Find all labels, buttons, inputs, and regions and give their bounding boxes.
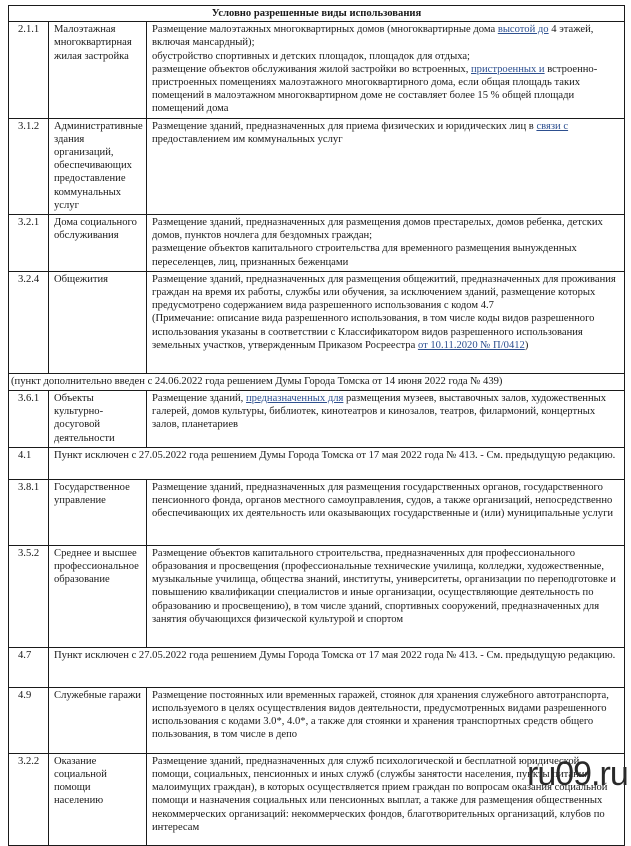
watermark: ru09.ru xyxy=(527,755,628,793)
row-description: Размещение зданий, предназначенных для размещения музеев, выставочных залов, художественных галерей, домов культуры, библиотек, кинотеатров и кинозалов, театров, филармоний, концертных залов, планетариев xyxy=(147,391,625,448)
zoning-table xyxy=(8,5,625,846)
doc-link[interactable]: высотой до xyxy=(497,24,549,36)
table-row xyxy=(9,271,625,373)
doc-link[interactable]: предназначенных для xyxy=(245,393,344,405)
table-row xyxy=(9,479,625,545)
row-code: 3.2.2 xyxy=(9,753,49,845)
table-row xyxy=(9,22,625,118)
doc-link[interactable]: связи с xyxy=(536,120,569,132)
table-row-excluded xyxy=(9,647,625,687)
table-header-row xyxy=(9,6,625,22)
row-name: Дома социального обслуживания xyxy=(49,215,147,272)
amendment-note: (пункт дополнительно введен с 24.06.2022 года решением Думы Города Томска от 14 июня 2022 года № 439) xyxy=(9,373,625,390)
row-name: Государственное управление xyxy=(49,479,147,545)
table-row xyxy=(9,391,625,448)
row-name: Общежития xyxy=(49,271,147,373)
row-code: 4.7 xyxy=(9,647,49,687)
table-row xyxy=(9,118,625,214)
table-title: Условно разрешенные виды использования xyxy=(9,6,625,22)
doc-link[interactable]: пристроенных и xyxy=(471,63,545,75)
excluded-text: Пункт исключен с 27.05.2022 года решением Думы Города Томска от 17 мая 2022 года № 413. - См. предыдущую редакцию. xyxy=(49,447,625,479)
row-code: 2.1.1 xyxy=(9,22,49,118)
row-name: Среднее и высшее профессиональное образование xyxy=(49,545,147,647)
row-code: 3.2.1 xyxy=(9,215,49,272)
excluded-text: Пункт исключен с 27.05.2022 года решением Думы Города Томска от 17 мая 2022 года № 413. - См. предыдущую редакцию. xyxy=(49,647,625,687)
table-row-excluded xyxy=(9,447,625,479)
row-description: Размещение зданий, предназначенных для размещения домов престарелых, домов ребенка, детских домов, пунктов ночлега для бездомных граждан; размещение объектов капитального строительства для временного размещения вынужденных переселенцев, лиц, признанных беженцами xyxy=(147,215,625,272)
row-code: 3.8.1 xyxy=(9,479,49,545)
row-code: 3.6.1 xyxy=(9,391,49,448)
row-description: Размещение постоянных или временных гаражей, стоянок для хранения служебного автотранспорта, используемого в целях осуществления видов деятельности, предусмотренных видами разрешенного использования с кодами 3.0*, 4.0*, а также для стоянки и хранения транспортных средств общего пользования, в том числе в депо xyxy=(147,687,625,753)
row-name: Объекты культурно-досуговой деятельности xyxy=(49,391,147,448)
row-code: 4.1 xyxy=(9,447,49,479)
row-name: Служебные гаражи xyxy=(49,687,147,753)
row-code: 4.9 xyxy=(9,687,49,753)
row-description: Размещение зданий, предназначенных для приема физических и юридических лиц в связи с предоставлением им коммунальных услуг xyxy=(147,118,625,214)
row-name: Административные здания организаций, обеспечивающих предоставление коммунальных услуг xyxy=(49,118,147,214)
table-row xyxy=(9,215,625,272)
row-description: Размещение зданий, предназначенных для размещения общежитий, предназначенных для проживания граждан на время их работы, службы или обучения, за исключением зданий, размещение которых предусмотрено содержанием вида разрешенного использования с кодом 4.7 (Примечание: описание вида разрешенного использования, в том числе коды видов разрешенного использования указаны в соответствии с Классификатором видов разрешенного использования земельных участков, утвержденным Приказом Росреестра от 10.11.2020 № П/0412) xyxy=(147,271,625,373)
row-description: Размещение малоэтажных многоквартирных домов (многоквартирные дома высотой до 4 этажей, включая мансардный); обустройство спортивных и детских площадок, площадок для отдыха; размещение объектов обслуживания жилой застройки во встроенных, пристроенных и встроенно-пристроенных помещениях малоэтажного многоквартирного дома, если общая площадь таких помещений в малоэтажном многоквартирном доме не составляет более 15 % общей площади помещений дома xyxy=(147,22,625,118)
row-code: 3.5.2 xyxy=(9,545,49,647)
row-description: Размещение зданий, предназначенных для служб психологической и бесплатной юридической помощи, социальных, пенсионных и иных служб (службы занятости населения, пункты питания малоимущих граждан), в которых осуществляется прием граждан по вопросам оказания социальной помощи и назначения социальных или пенсионных выплат, а также для размещения общественных некоммерческих организаций: некоммерческих фондов, благотворительных организаций, клубов по интересам xyxy=(147,753,625,845)
table-row xyxy=(9,687,625,753)
row-name: Оказание социальной помощи населению xyxy=(49,753,147,845)
row-description: Размещение зданий, предназначенных для размещения государственных органов, государственного пенсионного фонда, органов местного самоуправления, судов, а также организаций, непосредственно обеспечивающих их деятельность или оказывающих государственные и (или) муниципальные услуги xyxy=(147,479,625,545)
note-row xyxy=(9,373,625,390)
row-description: Размещение объектов капитального строительства, предназначенных для профессионального образования и просвещения (профессиональные технические училища, колледжи, художественные, музыкальные училища, общества знаний, институты, университеты, организации по переподготовке и повышению квалификации специалистов и иные организации, осуществляющие деятельность по образованию и просвещению), в том числе зданий, спортивных сооружений, предназначенных для занятия обучающихся физической культурой и спортом xyxy=(147,545,625,647)
table-row xyxy=(9,545,625,647)
doc-link[interactable]: от 10.11.2020 № П/0412 xyxy=(417,339,525,351)
row-name: Малоэтажная многоквартирная жилая застройка xyxy=(49,22,147,118)
row-code: 3.2.4 xyxy=(9,271,49,373)
row-code: 3.1.2 xyxy=(9,118,49,214)
